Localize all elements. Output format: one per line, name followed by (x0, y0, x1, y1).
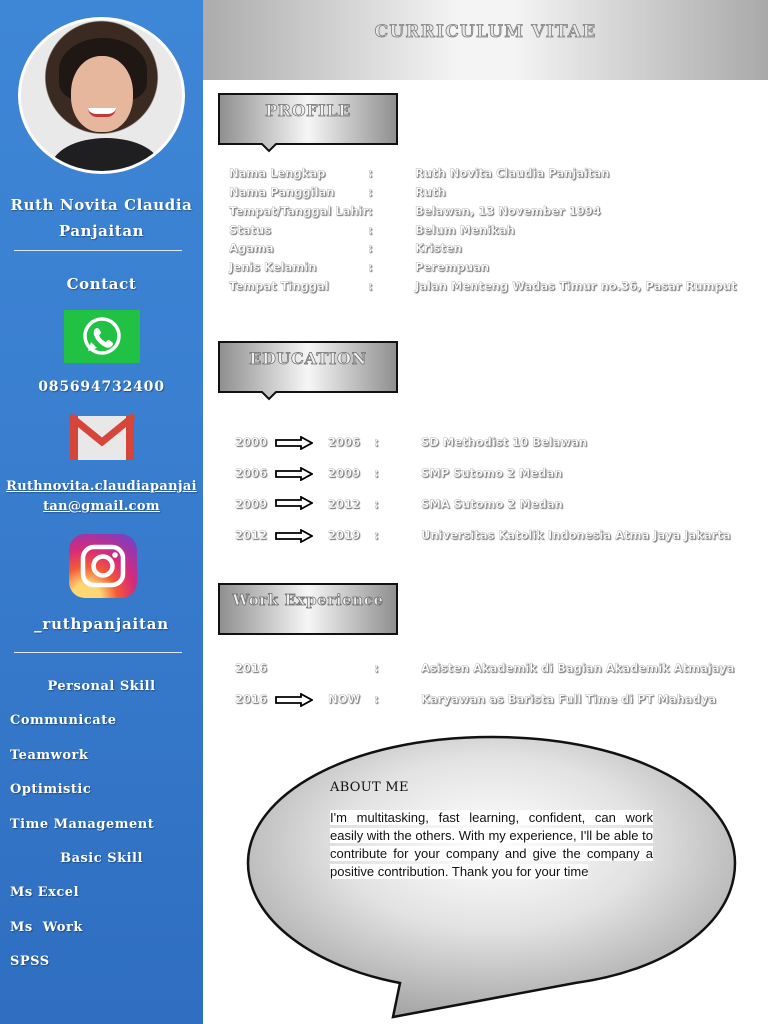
divider (14, 652, 182, 653)
edu-sep: : (374, 466, 379, 480)
personal-skill-item: Communicate (10, 713, 117, 728)
arrow-right-icon (275, 467, 313, 481)
profile-label: Status (229, 223, 272, 237)
profile-label: Nama Panggilan (229, 185, 335, 199)
profile-sep: : (368, 204, 373, 218)
name-line-2: Panjaitan (58, 222, 145, 240)
profile-value: Belum Menikah (415, 223, 515, 237)
profile-banner (218, 93, 398, 147)
gmail-icon[interactable] (69, 414, 135, 462)
section-title: EDUCATION (249, 349, 367, 368)
profile-label: Nama Lengkap (229, 166, 326, 180)
profile-value: Kristen (415, 241, 462, 255)
work-desc: Karyawan as Barista Full Time di PT Mahadya (421, 692, 717, 706)
edu-school: SMA Sutomo 2 Medan (421, 497, 563, 511)
whatsapp-icon[interactable] (64, 310, 140, 363)
section-title: Work Experience (232, 591, 384, 609)
basic-skill-item: SPSS (10, 954, 50, 969)
edu-to-year: 2019 (328, 528, 361, 542)
divider (14, 250, 182, 251)
education-banner (218, 341, 398, 395)
name-line-1: Ruth Novita Claudia (10, 196, 193, 214)
profile-label: Tempat Tinggal (229, 279, 329, 293)
page-title: CURRICULUM VITAE (374, 22, 597, 42)
personal-skill-item: Time Management (10, 817, 155, 832)
profile-sep: : (368, 166, 373, 180)
edu-sep: : (374, 528, 379, 542)
sidebar (0, 0, 203, 1024)
edu-from-year: 2000 (235, 435, 268, 449)
arrow-right-icon (275, 436, 313, 450)
phone-number[interactable]: 085694732400 (38, 379, 165, 395)
work-to-year: NOW (328, 692, 361, 706)
work-from-year: 2016 (235, 692, 268, 706)
edu-school: SD Methodist 10 Belawan (421, 435, 588, 449)
edu-to-year: 2012 (328, 497, 361, 511)
instagram-handle[interactable]: _ruthpanjaitan (34, 615, 169, 633)
edu-sep: : (374, 435, 379, 449)
work-desc: Asisten Akademik di Bagian Akademik Atmajaya (421, 661, 735, 675)
email-address[interactable]: Ruthnovita.claudiapanjaitan@gmail.com (6, 479, 197, 514)
about-text (330, 809, 653, 881)
edu-school: Universitas Katolik Indonesia Atma Jaya Jakarta (421, 528, 731, 542)
profile-sep: : (368, 185, 373, 199)
edu-school: SMP Sutomo 2 Medan (421, 466, 563, 480)
personal-skill-item: Optimistic (10, 782, 92, 797)
basic-skill-title: Basic Skill (60, 851, 143, 866)
avatar-photo (18, 17, 185, 174)
work-sep: : (374, 661, 379, 675)
profile-value: Belawan, 13 November 1994 (415, 204, 601, 218)
instagram-icon[interactable] (69, 534, 137, 598)
edu-from-year: 2006 (235, 466, 268, 480)
arrow-right-icon (275, 496, 313, 510)
profile-value: Ruth Novita Claudia Panjaitan (415, 166, 610, 180)
edu-to-year: 2006 (328, 435, 361, 449)
about-paragraph: I'm multitasking, fast learning, confident, can work easily with the others. With my experience, I'll be able to contribute for your company and give the company a positive contribution. Thank you for your time (330, 810, 653, 879)
edu-from-year: 2009 (235, 497, 268, 511)
profile-sep: : (368, 279, 373, 293)
profile-sep: : (368, 260, 373, 274)
arrow-right-icon (275, 693, 313, 707)
edu-sep: : (374, 497, 379, 511)
candidate-name (0, 192, 203, 244)
basic-skill-item: Ms Work (10, 920, 83, 935)
basic-skill-item: Ms Excel (10, 885, 80, 900)
profile-label: Tempat/Tanggal Lahir (229, 204, 369, 218)
profile-sep: : (368, 241, 373, 255)
profile-value: Ruth (415, 185, 446, 199)
work-from-year: 2016 (235, 661, 268, 675)
contact-title: Contact (66, 275, 137, 293)
arrow-right-icon (275, 529, 313, 543)
profile-value: Jalan Menteng Wadas Timur no.36, Pasar Rumput (415, 279, 737, 293)
profile-label: Agama (229, 241, 274, 255)
work-sep: : (374, 692, 379, 706)
edu-to-year: 2009 (328, 466, 361, 480)
cv-header (203, 0, 768, 80)
work-banner (218, 583, 398, 637)
profile-sep: : (368, 223, 373, 237)
personal-skill-title: Personal Skill (47, 679, 156, 694)
personal-skill-item: Teamwork (10, 748, 89, 763)
profile-label: Jenis Kelamin (229, 260, 317, 274)
edu-from-year: 2012 (235, 528, 268, 542)
profile-value: Perempuan (415, 260, 490, 274)
section-title: PROFILE (265, 101, 351, 120)
about-title: ABOUT ME (330, 780, 409, 795)
